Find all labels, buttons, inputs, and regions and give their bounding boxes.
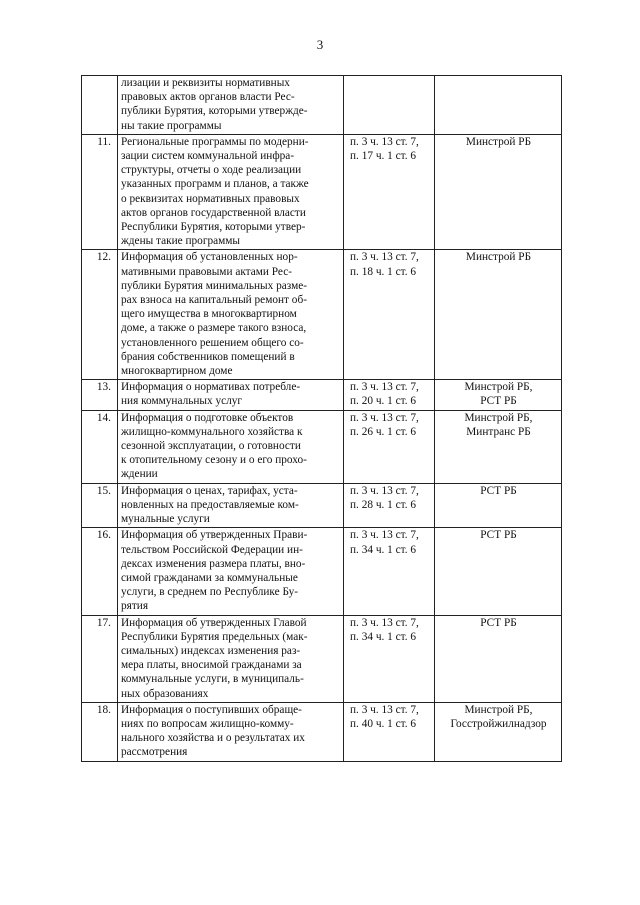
description-line: ждении	[121, 468, 158, 481]
responsible-body-line: РСТ РБ	[480, 484, 517, 497]
description-line: публики Бурятия минимальных разме-	[121, 279, 308, 292]
legal-reference-line: п. 34 ч. 1 ст. 6	[350, 630, 417, 643]
description-line: симальных) индексах изменения раз-	[121, 644, 301, 657]
description-line: рах взноса на капитальный ремонт об-	[121, 294, 307, 307]
legal-reference-line: п. 3 ч. 13 ст. 7,	[350, 484, 419, 497]
description-line: Республики Бурятия, которыми утвер-	[121, 221, 306, 234]
description-line: Региональные программы по модерни-	[121, 135, 309, 148]
legal-reference-line: п. 18 ч. 1 ст. 6	[350, 265, 417, 278]
row-description-cell	[118, 528, 344, 615]
row-number-cell: 16.	[82, 528, 118, 615]
legal-reference-line: п. 3 ч. 13 ст. 7,	[350, 411, 419, 424]
table-row-continuation	[82, 76, 562, 135]
description-line: о реквизитах нормативных правовых	[121, 192, 300, 205]
legal-reference-line: п. 20 ч. 1 ст. 6	[350, 395, 417, 408]
row-number-cell: 15.	[82, 483, 118, 528]
description-line: ных образованиях	[121, 687, 209, 700]
row-description-cell	[118, 410, 344, 483]
row-legal-reference-cell	[344, 134, 435, 250]
description-line: Информация о нормативах потребле-	[121, 381, 301, 394]
responsible-body-line: Минстрой РБ	[465, 135, 532, 148]
row-responsible-cell	[435, 528, 562, 615]
legal-reference-line: п. 3 ч. 13 ст. 7,	[350, 135, 419, 148]
table-row	[82, 615, 562, 702]
responsible-body-line: Минстрой РБ,	[464, 381, 533, 394]
legal-reference-line: п. 40 ч. 1 ст. 6	[350, 717, 417, 730]
description-line: щего имущества в многоквартирном	[121, 308, 297, 321]
row-legal-reference-cell	[344, 380, 435, 410]
description-line: сезонной эксплуатации, о готовности	[121, 440, 301, 453]
row-legal-reference-cell	[344, 250, 435, 380]
legal-reference-line: п. 17 ч. 1 ст. 6	[350, 150, 417, 163]
row-description-cell	[118, 76, 344, 135]
description-line: указанных программ и планов, а также	[121, 178, 309, 191]
legal-reference-line: п. 28 ч. 1 ст. 6	[350, 498, 417, 511]
legal-reference-line: п. 3 ч. 13 ст. 7,	[350, 529, 419, 542]
description-line: симой гражданами за коммунальные	[121, 571, 298, 584]
row-number-cell: 13.	[82, 380, 118, 410]
description-line: многоквартирном доме	[121, 365, 233, 378]
description-line: мунальные услуги	[121, 513, 210, 526]
responsible-body-line: РСТ РБ	[480, 616, 517, 629]
description-line: ны такие программы	[121, 119, 222, 132]
description-line: зации систем коммунальной инфра-	[121, 150, 295, 163]
row-number-cell: 17.	[82, 615, 118, 702]
description-line: услуги, в среднем по Республике Бу-	[121, 586, 299, 599]
row-legal-reference-cell	[344, 528, 435, 615]
table-body	[82, 76, 562, 762]
description-line: доме, а также о размере такого взноса,	[121, 322, 307, 335]
table-row	[82, 483, 562, 528]
description-line: ниях по вопросам жилищно-комму-	[121, 717, 294, 730]
row-legal-reference-cell	[344, 615, 435, 702]
row-description-cell	[118, 615, 344, 702]
legal-reference-line: п. 34 ч. 1 ст. 6	[350, 543, 417, 556]
description-line: брания собственников помещений в	[121, 350, 295, 363]
description-line: Информация о поступивших обраще-	[121, 703, 302, 716]
description-line: правовых актов органов власти Рес-	[121, 91, 295, 104]
row-description-cell	[118, 250, 344, 380]
row-responsible-cell	[435, 76, 562, 135]
responsible-body-line: Минтранс РБ	[466, 425, 531, 438]
row-responsible-cell	[435, 483, 562, 528]
description-line: Информация об установленных нор-	[121, 251, 298, 264]
page-number: 3	[316, 37, 324, 52]
table-row	[82, 410, 562, 483]
table-row	[82, 250, 562, 380]
legal-reference-line: п. 26 ч. 1 ст. 6	[350, 425, 417, 438]
row-number-cell	[82, 76, 118, 135]
responsible-body-line: РСТ РБ	[480, 395, 517, 408]
row-number-cell: 14.	[82, 410, 118, 483]
responsible-body-line: Минстрой РБ,	[464, 411, 533, 424]
description-line: Информация об утвержденных Прави-	[121, 529, 308, 542]
description-line: лизации и реквизиты нормативных	[121, 77, 290, 89]
description-line: к отопительному сезону и о его прохо-	[121, 454, 307, 467]
legal-reference-line: п. 3 ч. 13 ст. 7,	[350, 251, 419, 264]
description-line: рассмотрения	[121, 746, 188, 759]
row-description-cell	[118, 702, 344, 761]
responsible-body-line: РСТ РБ	[480, 529, 517, 542]
row-responsible-cell	[435, 410, 562, 483]
row-description-cell	[118, 134, 344, 250]
description-line: новленных на предоставляемые ком-	[121, 498, 299, 511]
legal-reference-line: п. 3 ч. 13 ст. 7,	[350, 616, 419, 629]
responsible-body-line: Госстройжилнадзор	[450, 717, 547, 730]
row-responsible-cell	[435, 702, 562, 761]
description-line: ждены такие программы	[121, 235, 241, 248]
description-line: Информация об утвержденных Главой	[121, 616, 307, 629]
description-line: жилищно-коммунального хозяйства к	[121, 425, 303, 438]
description-line: нального хозяйства и о результатах их	[121, 732, 305, 745]
row-number-cell: 18.	[82, 702, 118, 761]
description-line: Республики Бурятия предельных (мак-	[121, 630, 308, 643]
legal-reference-line: п. 3 ч. 13 ст. 7,	[350, 703, 419, 716]
description-line: структуры, отчеты о ходе реализации	[121, 164, 302, 177]
row-description-cell	[118, 380, 344, 410]
description-line: Информация о ценах, тарифах, уста-	[121, 484, 298, 497]
row-responsible-cell	[435, 250, 562, 380]
description-line: мативными правовыми актами Рес-	[121, 265, 292, 278]
description-line: установленного решением общего со-	[121, 336, 304, 349]
description-line: актов органов государственной власти	[121, 206, 306, 219]
row-number-cell: 11.	[82, 134, 118, 250]
information-table	[81, 75, 562, 762]
table-row	[82, 702, 562, 761]
row-responsible-cell	[435, 615, 562, 702]
description-line: мера платы, вносимой гражданами за	[121, 659, 302, 672]
table-row	[82, 134, 562, 250]
description-line: тельством Российской Федерации ин-	[121, 543, 303, 556]
row-number-cell: 12.	[82, 250, 118, 380]
row-legal-reference-cell	[344, 702, 435, 761]
description-line: Информация о подготовке объектов	[121, 411, 294, 424]
description-line: коммунальные услуги, в муниципаль-	[121, 673, 304, 686]
description-line: рятия	[121, 600, 149, 613]
row-legal-reference-cell	[344, 76, 435, 135]
responsible-body-line: Минстрой РБ	[465, 251, 532, 264]
description-line: дексах изменения размера платы, вно-	[121, 557, 306, 570]
description-line: ния коммунальных услуг	[121, 395, 243, 408]
row-responsible-cell	[435, 380, 562, 410]
row-description-cell	[118, 483, 344, 528]
row-responsible-cell	[435, 134, 562, 250]
row-legal-reference-cell	[344, 483, 435, 528]
responsible-body-line: Минстрой РБ,	[464, 703, 533, 716]
row-legal-reference-cell	[344, 410, 435, 483]
description-line: публики Бурятия, которыми утвержде-	[121, 105, 308, 118]
legal-reference-line: п. 3 ч. 13 ст. 7,	[350, 381, 419, 394]
table-row	[82, 528, 562, 615]
table-row	[82, 380, 562, 410]
